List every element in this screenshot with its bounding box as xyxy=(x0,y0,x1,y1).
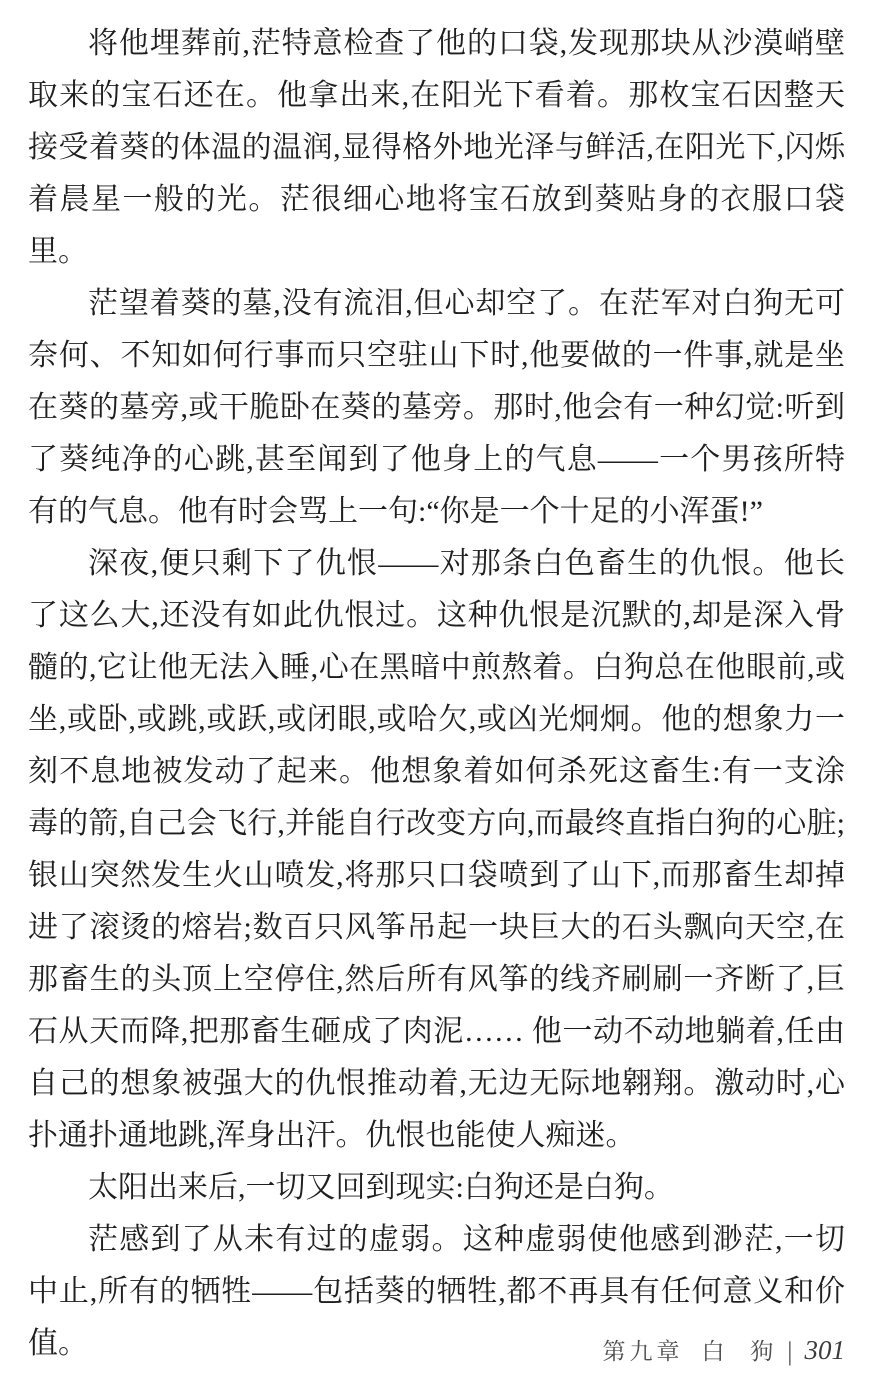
chapter-title: 白 狗 xyxy=(701,1339,784,1364)
paragraph-5: 茫感到了从未有过的虚弱。这种虚弱使他感到渺茫,一切中止,所有的牺牲——包括葵的牺牲,都不再具有任何意义和价值。 xyxy=(28,1223,845,1360)
paragraph-4: 太阳出来后,一切又回到现实:白狗还是白狗。 xyxy=(88,1171,674,1204)
chapter-label: 第九章 xyxy=(602,1339,684,1364)
paragraph-3: 深夜,便只剩下了仇恨——对那条白色畜生的仇恨。他长了这么大,还没有如此仇恨过。这种仇恨是沉默的,却是深入骨髓的,它让他无法入睡,心在黑暗中煎熬着。白狗总在他眼前,或坐,或卧,或跳,或跃,或闭眼,或哈欠,或凶光炯炯。他的想象力一刻不息地被发动了起来。他想象着如何杀死这畜生:有一支涂毒的箭,自己会飞行,并能自行改变方向,而最终直指白狗的心脏;银山突然发生火山喷发,将那只口袋喷到了山下,而那畜生却掉进了滚烫的熔岩;数百只风筝吊起一块巨大的石头飘向天空,在那畜生的头顶上空停住,然后所有风筝的线齐刷刷一齐断了,巨石从天而降,把那畜生砸成了肉泥…… 他一动不动地躺着,任由自己的想象被强大的仇恨推动着,无边无际地翱翔。激动时,心扑通扑通地跳,浑身出汗。仇恨也能使人痴迷。 xyxy=(28,547,845,1152)
page-footer xyxy=(603,1335,845,1367)
paragraph-1: 将他埋葬前,茫特意检查了他的口袋,发现那块从沙漠峭壁取来的宝石还在。他拿出来,在阳光下看着。那枚宝石因整天接受着葵的体温的温润,显得格外地光泽与鲜活,在阳光下,闪烁着晨星一般的光。茫很细心地将宝石放到葵贴身的衣服口袋里。 xyxy=(28,27,845,268)
paragraph-2: 茫望着葵的墓,没有流泪,但心却空了。在茫军对白狗无可奈何、不知如何行事而只空驻山下时,他要做的一件事,就是坐在葵的墓旁,或干脆卧在葵的墓旁。那时,他会有一种幻觉:听到了葵纯净的心跳,甚至闻到了他身上的气息——一个男孩所特有的气息。他有时会骂上一句:“你是一个十足的小浑蛋!” xyxy=(28,287,845,528)
footer-separator: | xyxy=(787,1337,793,1366)
page-number: 301 xyxy=(804,1335,845,1365)
text-content xyxy=(28,18,845,1370)
